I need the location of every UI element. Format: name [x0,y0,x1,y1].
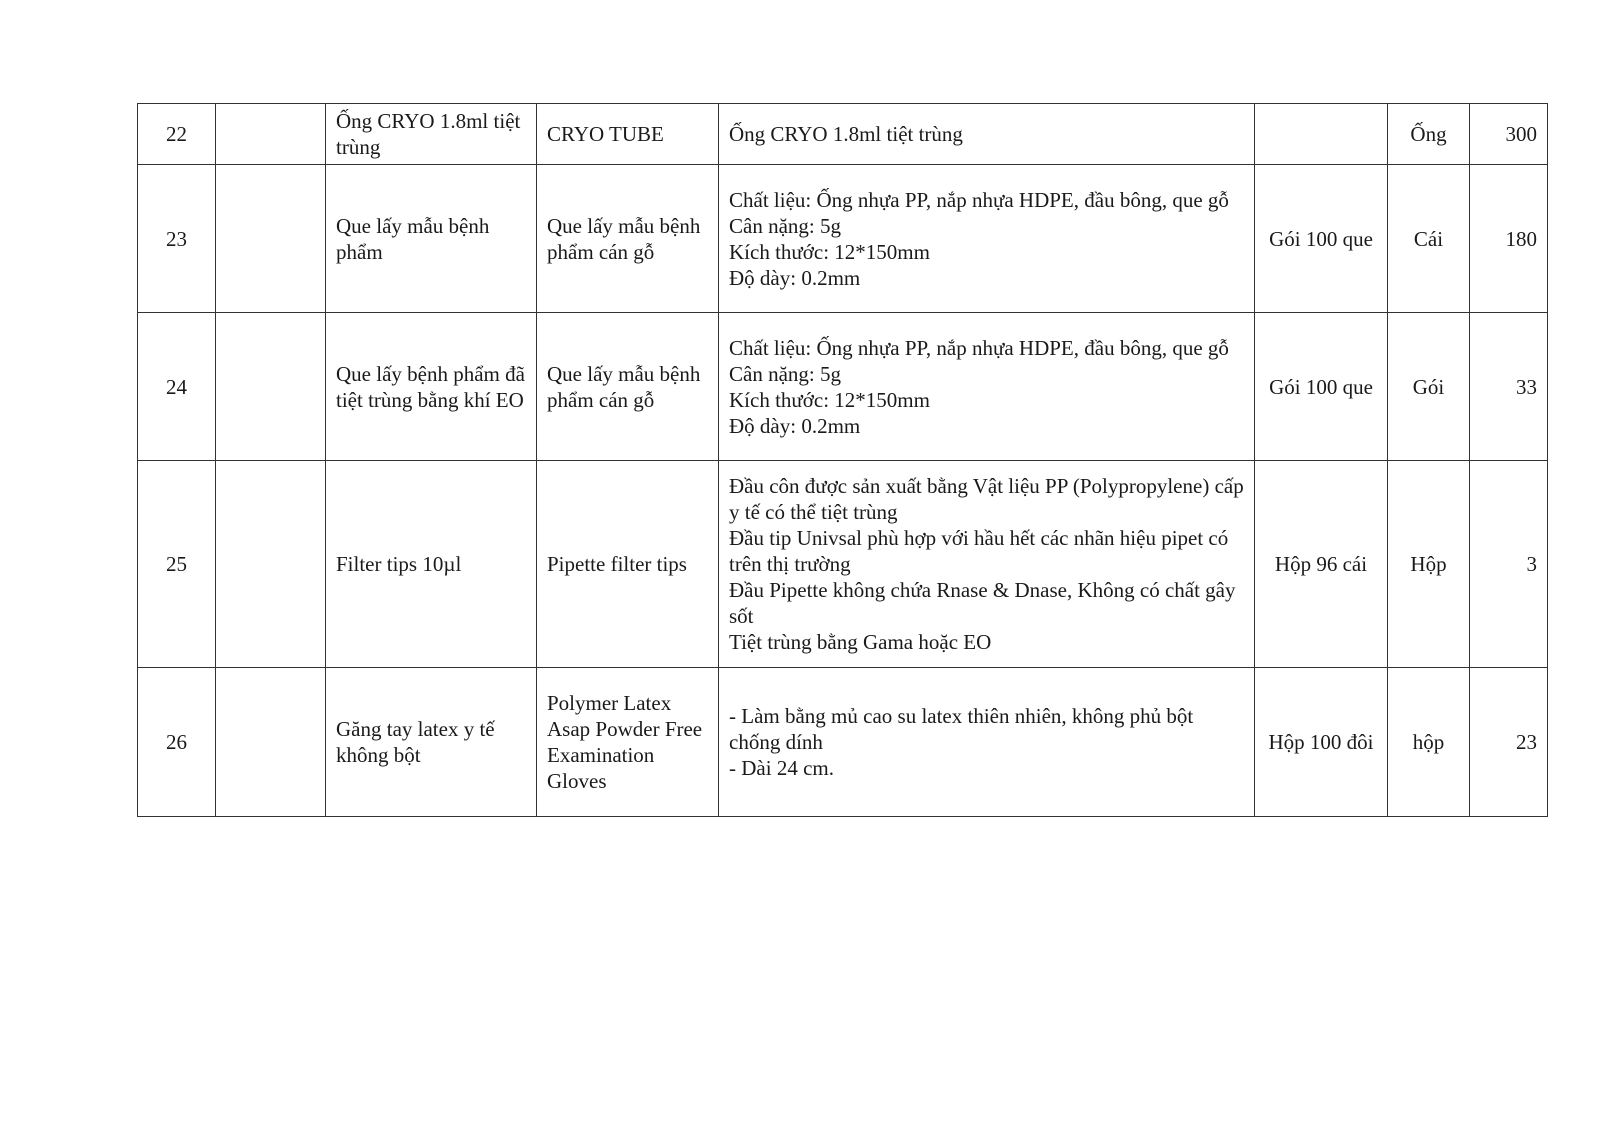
cell-name: Que lấy mẫu bệnh phẩm [326,165,537,313]
cell-packing: Gói 100 que [1255,165,1388,313]
cell-packing [1255,104,1388,165]
cell-qty: 300 [1470,104,1548,165]
cell-code [216,313,326,461]
cell-spec: Chất liệu: Ống nhựa PP, nắp nhựa HDPE, đầu bông, que gỗ Cân nặng: 5g Kích thước: 12*150mm Độ dày: 0.2mm [719,313,1255,461]
cell-spec: Chất liệu: Ống nhựa PP, nắp nhựa HDPE, đầu bông, que gỗ Cân nặng: 5g Kích thước: 12*150mm Độ dày: 0.2mm [719,165,1255,313]
cell-trade-name: Que lấy mẫu bệnh phẩm cán gỗ [537,165,719,313]
cell-spec: Ống CRYO 1.8ml tiệt trùng [719,104,1255,165]
cell-stt: 23 [138,165,216,313]
cell-unit: Hộp [1388,461,1470,668]
cell-name: Que lấy bệnh phẩm đã tiệt trùng bằng khí EO [326,313,537,461]
cell-qty: 23 [1470,668,1548,817]
cell-code [216,461,326,668]
cell-packing: Hộp 100 đôi [1255,668,1388,817]
cell-unit: Ống [1388,104,1470,165]
cell-trade-name: CRYO TUBE [537,104,719,165]
cell-spec: Đầu côn được sản xuất bằng Vật liệu PP (Polypropylene) cấp y tế có thể tiệt trùng Đầu tip Univsal phù hợp với hầu hết các nhãn hiệu pipet có trên thị trường Đầu Pipette không chứa Rnase & Dnase, Không có chất gây sốt Tiệt trùng bằng Gama hoặc EO [719,461,1255,668]
cell-code [216,668,326,817]
table-row [138,668,1548,817]
cell-packing: Hộp 96 cái [1255,461,1388,668]
cell-stt: 25 [138,461,216,668]
table-row [138,313,1548,461]
cell-name: Ống CRYO 1.8ml tiệt trùng [326,104,537,165]
cell-stt: 24 [138,313,216,461]
cell-qty: 33 [1470,313,1548,461]
table-row [138,104,1548,165]
cell-stt: 26 [138,668,216,817]
cell-unit: hộp [1388,668,1470,817]
cell-unit: Cái [1388,165,1470,313]
cell-name: Găng tay latex y tế không bột [326,668,537,817]
cell-packing: Gói 100 que [1255,313,1388,461]
cell-qty: 180 [1470,165,1548,313]
cell-trade-name: Polymer Latex Asap Powder Free Examination Gloves [537,668,719,817]
cell-stt: 22 [138,104,216,165]
product-table [137,103,1548,817]
cell-name: Filter tips 10µl [326,461,537,668]
table-row [138,461,1548,668]
cell-unit: Gói [1388,313,1470,461]
cell-code [216,104,326,165]
cell-trade-name: Que lấy mẫu bệnh phẩm cán gỗ [537,313,719,461]
cell-trade-name: Pipette filter tips [537,461,719,668]
cell-spec: - Làm bằng mủ cao su latex thiên nhiên, không phủ bột chống dính - Dài 24 cm. [719,668,1255,817]
cell-code [216,165,326,313]
table-row [138,165,1548,313]
cell-qty: 3 [1470,461,1548,668]
